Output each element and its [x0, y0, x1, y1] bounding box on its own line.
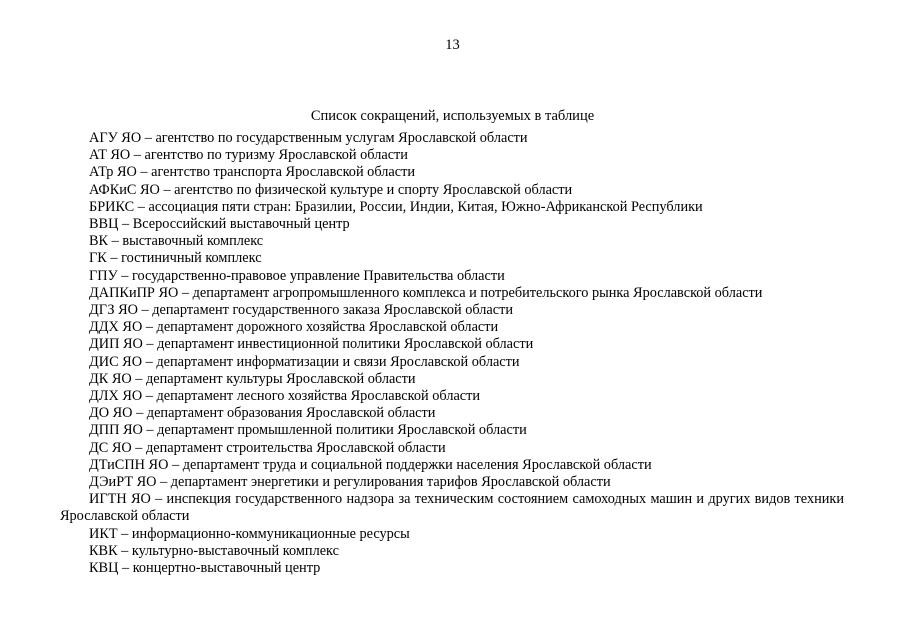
abbreviation-entry: ИГТН ЯО – инспекция государственного надзора за техническим состоянием самоходных машин и других видов техники Ярославской области	[60, 491, 844, 525]
abbreviation-entry: АФКиС ЯО – агентство по физической культуре и спорту Ярославской области	[89, 181, 573, 198]
abbreviation-entry: ДО ЯО – департамент образования Ярославской области	[89, 405, 436, 422]
abbreviation-entry: ДПП ЯО – департамент промышленной политики Ярославской области	[89, 422, 527, 439]
abbreviation-entry: ВК – выставочный комплекс	[89, 233, 264, 250]
abbreviation-entry: ДЭиРТ ЯО – департамент энергетики и регулирования тарифов Ярославской области	[89, 474, 611, 491]
abbreviation-entry: ДИС ЯО – департамент информатизации и связи Ярославской области	[89, 353, 520, 370]
abbreviation-entry: КВК – культурно-выставочный комплекс	[89, 542, 339, 559]
abbreviation-entry: ДГЗ ЯО – департамент государственного заказа Ярославской области	[89, 302, 513, 319]
abbreviation-entry: ДК ЯО – департамент культуры Ярославской области	[89, 370, 416, 387]
abbreviation-entry: ДТиСПН ЯО – департамент труда и социальной поддержки населения Ярославской области	[89, 456, 652, 473]
abbreviation-entry: ДАПКиПР ЯО – департамент агропромышленного комплекса и потребительского рынка Ярославской области	[89, 284, 763, 301]
abbreviation-entry: АТр ЯО – агентство транспорта Ярославской области	[89, 164, 415, 181]
abbreviation-entry: ВВЦ – Всероссийский выставочный центр	[89, 216, 350, 233]
abbreviation-entry: ДС ЯО – департамент строительства Ярославской области	[89, 439, 446, 456]
abbreviation-entry: КВЦ – концертно-выставочный центр	[89, 560, 321, 577]
abbreviation-entry: БРИКС – ассоциация пяти стран: Бразилии, России, Индии, Китая, Южно-Африканской Республики	[89, 198, 703, 215]
abbreviation-entry: ДИП ЯО – департамент инвестиционной политики Ярославской области	[89, 336, 534, 353]
abbreviation-entry: АГУ ЯО – агентство по государственным услугам Ярославской области	[89, 130, 528, 146]
abbreviation-entry: ДДХ ЯО – департамент дорожного хозяйства Ярославской области	[89, 319, 499, 336]
abbreviation-entry: АТ ЯО – агентство по туризму Ярославской области	[89, 147, 408, 164]
abbreviation-entry: ГПУ – государственно-правовое управление Правительства области	[89, 267, 505, 284]
abbreviation-entry: ИКТ – информационно-коммуникационные ресурсы	[89, 525, 410, 542]
abbreviation-entry: ГК – гостиничный комплекс	[89, 250, 262, 267]
abbreviation-list	[60, 130, 844, 577]
abbreviation-entry: ДЛХ ЯО – департамент лесного хозяйства Ярославской области	[89, 388, 481, 405]
page-number: 13	[445, 37, 460, 53]
abbreviation-list-title: Список сокращений, используемых в таблице	[310, 108, 595, 124]
